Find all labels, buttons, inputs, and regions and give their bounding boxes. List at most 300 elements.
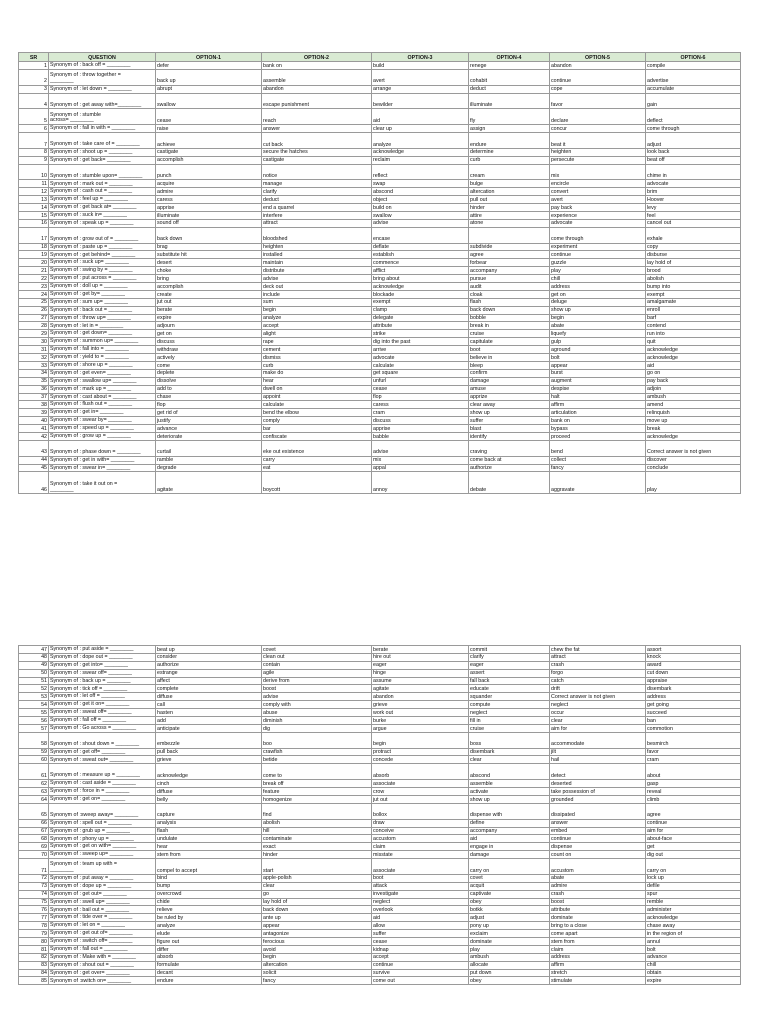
row-sr: 66 xyxy=(19,819,49,827)
row-question: Synonym of : get off= ________ xyxy=(49,748,156,756)
row-option-2: solicit xyxy=(262,969,372,977)
row-option-5: stretch xyxy=(550,969,646,977)
row-option-5: attract xyxy=(550,653,646,661)
row-question: Synonym of : doll up = ________ xyxy=(49,283,156,291)
table-row xyxy=(19,156,741,164)
row-option-4: forbear xyxy=(469,259,550,267)
row-option-5: experiment xyxy=(550,243,646,251)
row-option-5: detect xyxy=(550,764,646,780)
row-option-1: come xyxy=(156,361,262,369)
row-option-3: build on xyxy=(372,204,469,212)
row-sr: 54 xyxy=(19,701,49,709)
row-option-4: bulge xyxy=(469,180,550,188)
row-option-1: justify xyxy=(156,417,262,425)
row-question: Synonym of : sum up= ________ xyxy=(49,298,156,306)
row-option-6: aim for xyxy=(646,827,741,835)
row-option-5: accommodate xyxy=(550,732,646,748)
row-option-1: hear xyxy=(156,843,262,851)
row-question: Synonym of : get even= ________ xyxy=(49,369,156,377)
row-option-6: brim xyxy=(646,188,741,196)
row-sr: 58 xyxy=(19,732,49,748)
row-option-3: aid xyxy=(372,109,469,125)
row-option-2: comply with xyxy=(262,701,372,709)
row-option-5: attribute xyxy=(550,906,646,914)
row-option-4: neglect xyxy=(469,709,550,717)
row-question: Synonym of : feel up = ________ xyxy=(49,196,156,204)
row-option-6: acknowledge xyxy=(646,346,741,354)
row-option-6: get xyxy=(646,843,741,851)
table-row xyxy=(19,906,741,914)
row-option-1: expire xyxy=(156,314,262,322)
row-question: Synonym of : sweat out= ________ xyxy=(49,756,156,764)
row-option-4: allocate xyxy=(469,961,550,969)
row-option-2: lay hold of xyxy=(262,898,372,906)
row-option-3: survive xyxy=(372,969,469,977)
row-option-1: chase xyxy=(156,393,262,401)
row-option-1: back up xyxy=(156,69,262,85)
row-option-4: debate xyxy=(469,472,550,494)
row-option-1: illuminate xyxy=(156,212,262,220)
row-question: Synonym of : get by= ________ xyxy=(49,290,156,298)
header-option-3: OPTION-3 xyxy=(372,53,469,62)
table-body-top xyxy=(19,62,741,494)
row-option-5: aim for xyxy=(550,724,646,732)
table-row xyxy=(19,259,741,267)
row-sr: 13 xyxy=(19,196,49,204)
row-question: Synonym of : grub up = ________ xyxy=(49,827,156,835)
row-option-3: abandon xyxy=(372,693,469,701)
row-option-4: disembark xyxy=(469,748,550,756)
row-option-1: pull back xyxy=(156,748,262,756)
table-row xyxy=(19,338,741,346)
row-option-5: aground xyxy=(550,346,646,354)
row-option-1: absorb xyxy=(156,953,262,961)
row-option-3: conceive xyxy=(372,827,469,835)
row-sr: 18 xyxy=(19,243,49,251)
row-option-5: accustom xyxy=(550,859,646,875)
row-sr: 53 xyxy=(19,693,49,701)
row-option-6: commotion xyxy=(646,724,741,732)
row-option-6: about xyxy=(646,764,741,780)
row-sr: 27 xyxy=(19,314,49,322)
row-option-4: dispense with xyxy=(469,803,550,819)
table-row xyxy=(19,180,741,188)
row-option-2: hill xyxy=(262,827,372,835)
row-option-1: decant xyxy=(156,969,262,977)
row-question: Synonym of : get on= ________ xyxy=(49,795,156,803)
row-option-5: continue xyxy=(550,69,646,85)
header-option-1: OPTION-1 xyxy=(156,53,262,62)
table-row xyxy=(19,945,741,953)
row-option-3: strike xyxy=(372,330,469,338)
table-row xyxy=(19,346,741,354)
row-option-3: swallow xyxy=(372,212,469,220)
row-option-1: stem from xyxy=(156,851,262,859)
table-row xyxy=(19,251,741,259)
row-option-6: disburse xyxy=(646,251,741,259)
row-option-4: accompany xyxy=(469,827,550,835)
row-option-6: besmirch xyxy=(646,732,741,748)
row-option-5: experience xyxy=(550,212,646,220)
row-option-5: cope xyxy=(550,85,646,93)
row-option-4: obey xyxy=(469,898,550,906)
row-question: Synonym of : put away = ________ xyxy=(49,874,156,882)
row-option-4: craving xyxy=(469,440,550,456)
row-option-2: include xyxy=(262,290,372,298)
row-option-6: Correct answer is not given xyxy=(646,440,741,456)
row-option-5: jilt xyxy=(550,748,646,756)
row-option-1: embezzle xyxy=(156,732,262,748)
row-sr: 47 xyxy=(19,646,49,654)
row-option-6: chill xyxy=(646,961,741,969)
row-option-5: augment xyxy=(550,377,646,385)
row-option-3: mix xyxy=(372,456,469,464)
row-option-3: commence xyxy=(372,259,469,267)
row-option-6: cancel out xyxy=(646,219,741,227)
table-row xyxy=(19,938,741,946)
row-question: Synonym of : shout down = ________ xyxy=(49,732,156,748)
row-sr: 42 xyxy=(19,432,49,440)
row-option-1: beat up xyxy=(156,646,262,654)
row-option-1: belly xyxy=(156,795,262,803)
row-option-2: answer xyxy=(262,125,372,133)
row-option-3: concede xyxy=(372,756,469,764)
row-option-1: bump xyxy=(156,882,262,890)
row-question: Synonym of : speak up = ________ xyxy=(49,219,156,227)
row-option-6: gain xyxy=(646,93,741,109)
table-row xyxy=(19,709,741,717)
row-option-4: cohabit xyxy=(469,69,550,85)
row-option-6: abolish xyxy=(646,275,741,283)
row-sr: 69 xyxy=(19,843,49,851)
row-option-4: bleep xyxy=(469,361,550,369)
row-question: Synonym of : back out = ________ xyxy=(49,306,156,314)
row-option-4: back down xyxy=(469,306,550,314)
row-option-5: bank on xyxy=(550,417,646,425)
row-option-1: be ruled by xyxy=(156,914,262,922)
row-option-5: liquefy xyxy=(550,330,646,338)
row-option-6: in the region of xyxy=(646,930,741,938)
row-option-5: abate xyxy=(550,874,646,882)
row-option-6: feel xyxy=(646,212,741,220)
row-sr: 6 xyxy=(19,125,49,133)
row-option-4: show up xyxy=(469,795,550,803)
row-option-3: flop xyxy=(372,393,469,401)
row-question: Synonym of : stumble across= ________ xyxy=(49,109,156,125)
row-option-2: curb xyxy=(262,361,372,369)
row-option-4: fly xyxy=(469,109,550,125)
table-row xyxy=(19,661,741,669)
row-option-1: affect xyxy=(156,677,262,685)
row-option-6: agree xyxy=(646,803,741,819)
row-option-3: clamp xyxy=(372,306,469,314)
row-option-2: abandon xyxy=(262,85,372,93)
row-option-3: bewilder xyxy=(372,93,469,109)
row-option-2: confiscate xyxy=(262,432,372,440)
row-option-2: abolish xyxy=(262,819,372,827)
row-option-4: audit xyxy=(469,283,550,291)
row-option-3: associate xyxy=(372,859,469,875)
row-option-3: discuss xyxy=(372,417,469,425)
row-option-2: eat xyxy=(262,464,372,472)
row-option-4: fill in xyxy=(469,717,550,725)
row-option-4: flash xyxy=(469,298,550,306)
row-option-5: dispense xyxy=(550,843,646,851)
row-option-1: bind xyxy=(156,874,262,882)
table-row xyxy=(19,653,741,661)
row-option-2: secure the hatches xyxy=(262,148,372,156)
row-question: Synonym of : flush out = ________ xyxy=(49,401,156,409)
row-option-1: back down xyxy=(156,227,262,243)
row-option-3: kidnap xyxy=(372,945,469,953)
row-sr: 30 xyxy=(19,338,49,346)
row-option-4: cruise xyxy=(469,724,550,732)
row-question: Synonym of : dope out = ________ xyxy=(49,653,156,661)
row-option-6: quit xyxy=(646,338,741,346)
row-question: Synonym of : back up = ________ xyxy=(49,677,156,685)
row-sr: 38 xyxy=(19,401,49,409)
row-question: Synonym of : swallow up= ________ xyxy=(49,377,156,385)
row-question: Synonym of : tick off = ________ xyxy=(49,685,156,693)
row-option-2: accept xyxy=(262,322,372,330)
row-option-3: crow xyxy=(372,788,469,796)
row-option-6: continue xyxy=(646,819,741,827)
row-sr: 15 xyxy=(19,212,49,220)
row-option-1: curtail xyxy=(156,440,262,456)
row-option-2: notice xyxy=(262,164,372,180)
row-option-3: advocate xyxy=(372,354,469,362)
row-option-6: spur xyxy=(646,890,741,898)
row-option-5: proceed xyxy=(550,432,646,440)
row-option-6: play xyxy=(646,472,741,494)
row-option-4: amuse xyxy=(469,385,550,393)
row-option-2: crawfish xyxy=(262,748,372,756)
row-option-4: assign xyxy=(469,125,550,133)
row-option-6: amend xyxy=(646,401,741,409)
row-option-1: flash xyxy=(156,827,262,835)
table-row xyxy=(19,243,741,251)
row-option-3: babble xyxy=(372,432,469,440)
row-question: Synonym of : summon up= ________ xyxy=(49,338,156,346)
row-option-4: captivate xyxy=(469,890,550,898)
row-question: Synonym of : tide over = ________ xyxy=(49,914,156,922)
table-row xyxy=(19,148,741,156)
table-row xyxy=(19,748,741,756)
row-option-1: diffuse xyxy=(156,788,262,796)
table-row xyxy=(19,464,741,472)
row-option-2: bank on xyxy=(262,62,372,70)
row-option-3: reclaim xyxy=(372,156,469,164)
row-option-4: determine xyxy=(469,148,550,156)
table-row xyxy=(19,788,741,796)
row-sr: 40 xyxy=(19,417,49,425)
row-option-1: anticipate xyxy=(156,724,262,732)
table-row xyxy=(19,196,741,204)
row-option-4: acquit xyxy=(469,882,550,890)
row-option-1: apprise xyxy=(156,204,262,212)
row-option-6: remble xyxy=(646,898,741,906)
row-option-6: amalgamate xyxy=(646,298,741,306)
row-question: Synonym of : cast aside = ________ xyxy=(49,780,156,788)
row-option-3: work out xyxy=(372,709,469,717)
row-question: Synonym of : get in= ________ xyxy=(49,409,156,417)
row-option-5: avert xyxy=(550,196,646,204)
row-option-6: about-face xyxy=(646,835,741,843)
row-option-2: advise xyxy=(262,275,372,283)
row-option-5: bring to a close xyxy=(550,922,646,930)
row-option-6: cut down xyxy=(646,669,741,677)
row-option-3: allow xyxy=(372,922,469,930)
row-option-6: ban xyxy=(646,717,741,725)
row-option-6: advocate xyxy=(646,180,741,188)
row-question: Synonym of : swell up= ________ xyxy=(49,898,156,906)
row-option-5: favor xyxy=(550,93,646,109)
row-sr: 43 xyxy=(19,440,49,456)
table-row xyxy=(19,961,741,969)
row-option-1: grieve xyxy=(156,756,262,764)
row-option-5: affirm xyxy=(550,401,646,409)
table-row xyxy=(19,843,741,851)
row-option-2: bar xyxy=(262,425,372,433)
row-option-2: fancy xyxy=(262,977,372,985)
row-option-2: installed xyxy=(262,251,372,259)
row-option-1: accomplish xyxy=(156,156,262,164)
row-option-1: hasten xyxy=(156,709,262,717)
row-option-6: advertise xyxy=(646,69,741,85)
row-option-1: substitute hit xyxy=(156,251,262,259)
row-option-4: aid xyxy=(469,835,550,843)
row-question: Synonym of : shore up = ________ xyxy=(49,361,156,369)
header-option-4: OPTION-4 xyxy=(469,53,550,62)
row-option-1: compel to accept xyxy=(156,859,262,875)
row-option-1: call xyxy=(156,701,262,709)
row-option-1: brag xyxy=(156,243,262,251)
table-row xyxy=(19,669,741,677)
row-option-3: apprise xyxy=(372,425,469,433)
table-row xyxy=(19,409,741,417)
row-option-6: assort xyxy=(646,646,741,654)
row-question: Synonym of : cast about = ________ xyxy=(49,393,156,401)
row-option-6: barf xyxy=(646,314,741,322)
row-option-1: choke xyxy=(156,267,262,275)
row-sr: 83 xyxy=(19,961,49,969)
row-question: Synonym of : bail out = ________ xyxy=(49,906,156,914)
table-row xyxy=(19,732,741,748)
header-sr: SR xyxy=(19,53,49,62)
table-row xyxy=(19,401,741,409)
row-option-2: clear xyxy=(262,882,372,890)
table-row xyxy=(19,827,741,835)
table-row xyxy=(19,425,741,433)
row-option-4: clear xyxy=(469,756,550,764)
row-option-4: botkk xyxy=(469,906,550,914)
row-option-2: agile xyxy=(262,669,372,677)
row-option-4: boot xyxy=(469,346,550,354)
row-question: Synonym of : get back at= ________ xyxy=(49,204,156,212)
row-option-4: commit xyxy=(469,646,550,654)
row-option-2: begin xyxy=(262,306,372,314)
row-sr: 52 xyxy=(19,685,49,693)
table-row xyxy=(19,85,741,93)
row-option-3: advise xyxy=(372,440,469,456)
row-option-6: advance xyxy=(646,953,741,961)
table-row xyxy=(19,283,741,291)
row-option-5: persecute xyxy=(550,156,646,164)
table-row xyxy=(19,795,741,803)
table-row xyxy=(19,859,741,875)
table-row xyxy=(19,227,741,243)
row-option-6: annul xyxy=(646,938,741,946)
row-option-3: acknowledge xyxy=(372,283,469,291)
row-option-3: suffer xyxy=(372,930,469,938)
row-option-6: come through xyxy=(646,125,741,133)
row-option-1: cinch xyxy=(156,780,262,788)
row-option-1: raise xyxy=(156,125,262,133)
row-option-1: authorize xyxy=(156,661,262,669)
row-sr: 59 xyxy=(19,748,49,756)
table-row xyxy=(19,693,741,701)
row-option-3: arrange xyxy=(372,85,469,93)
row-option-3: draw xyxy=(372,819,469,827)
row-option-2: find xyxy=(262,803,372,819)
row-sr: 79 xyxy=(19,930,49,938)
row-option-2: escape punishment xyxy=(262,93,372,109)
row-option-4: pull out xyxy=(469,196,550,204)
table-row xyxy=(19,393,741,401)
row-option-2: bloodshed xyxy=(262,227,372,243)
row-option-3: bollox xyxy=(372,803,469,819)
table-row xyxy=(19,764,741,780)
row-option-4: obey xyxy=(469,977,550,985)
row-option-5: deluge xyxy=(550,298,646,306)
row-sr: 28 xyxy=(19,322,49,330)
row-option-6: exempt xyxy=(646,290,741,298)
row-option-2: cut back xyxy=(262,133,372,149)
row-sr: 72 xyxy=(19,874,49,882)
row-option-4: agree xyxy=(469,251,550,259)
row-question: Synonym of : stumble upon= ________ xyxy=(49,164,156,180)
row-option-3: overlook xyxy=(372,906,469,914)
row-option-4: dominate xyxy=(469,938,550,946)
row-option-4: covet xyxy=(469,874,550,882)
row-option-2: derive from xyxy=(262,677,372,685)
row-option-3: agitate xyxy=(372,685,469,693)
row-option-3: absorb xyxy=(372,764,469,780)
row-sr: 68 xyxy=(19,835,49,843)
row-option-6: reveal xyxy=(646,788,741,796)
row-option-3: advise xyxy=(372,219,469,227)
row-option-3: caress xyxy=(372,401,469,409)
row-option-5: bypass xyxy=(550,425,646,433)
row-sr: 8 xyxy=(19,148,49,156)
row-option-5: continue xyxy=(550,835,646,843)
row-question: Synonym of : phony up = ________ xyxy=(49,835,156,843)
row-option-3: cease xyxy=(372,385,469,393)
row-option-1: chide xyxy=(156,898,262,906)
table-row xyxy=(19,440,741,456)
row-option-3: continue xyxy=(372,961,469,969)
row-sr: 32 xyxy=(19,354,49,362)
row-option-6: look back xyxy=(646,148,741,156)
row-option-6: favor xyxy=(646,748,741,756)
row-option-5: advocate xyxy=(550,219,646,227)
row-option-4: cloak xyxy=(469,290,550,298)
row-question: Synonym of : throw together = ________ xyxy=(49,69,156,85)
row-sr: 61 xyxy=(19,764,49,780)
row-sr: 55 xyxy=(19,709,49,717)
row-option-1: defer xyxy=(156,62,262,70)
row-option-5: articulation xyxy=(550,409,646,417)
